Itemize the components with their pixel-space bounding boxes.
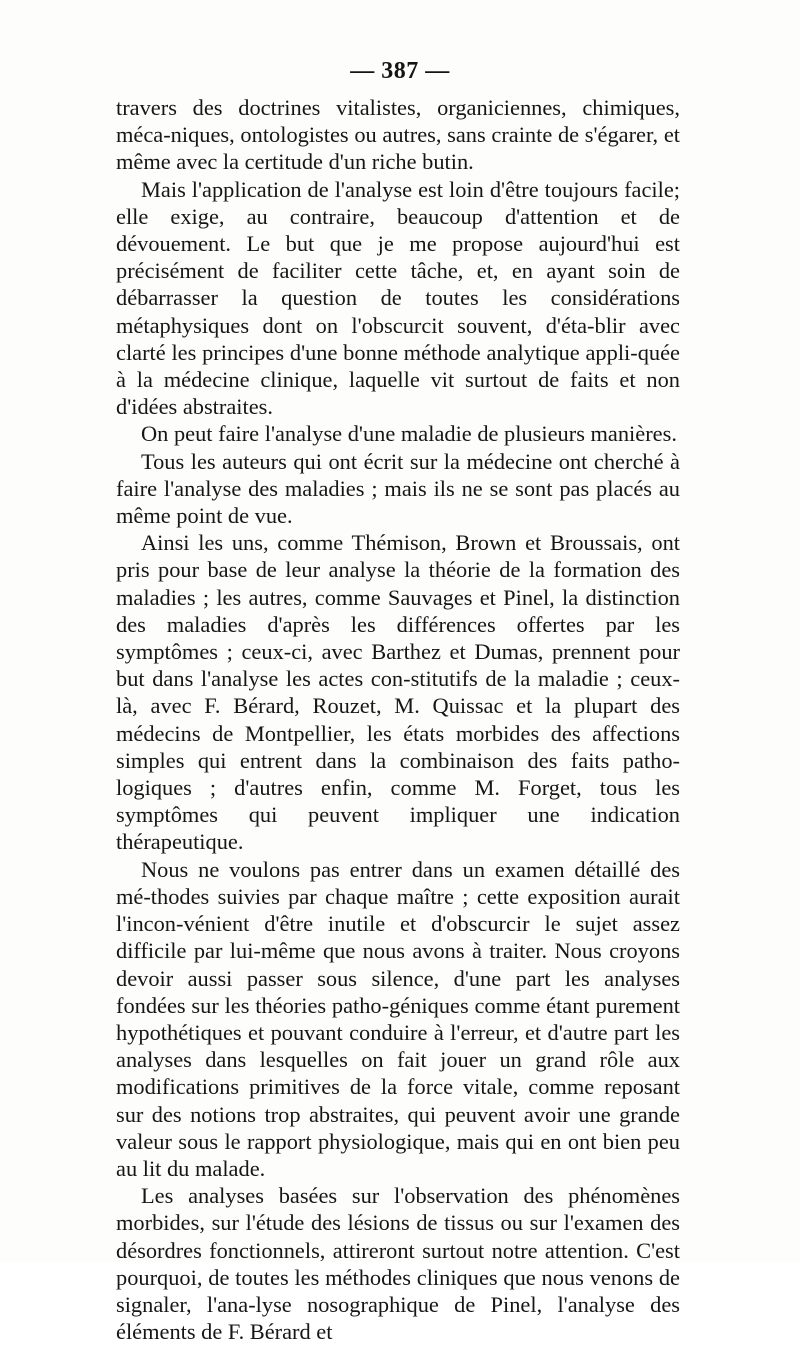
page-number: — 387 —: [350, 58, 450, 84]
paragraph-2: Mais l'application de l'analyse est loin d'être toujours facile; elle exige, au contraire, beaucoup d'attention et de dévouement. Le but que je me propose aujourd'hui est précisément de faciliter cette tâche, et, en ayant soin de débarrasser la question de toutes les considérations métaphysiques dont on l'obscurcit souvent, d'éta-blir avec clarté les principes d'une bonne méthode analytique appli-quée à la médecine clinique, laquelle vit surtout de faits et non d'idées abstraites.: [116, 176, 680, 420]
paragraph-3: On peut faire l'analyse d'une maladie de plusieurs manières.: [141, 421, 677, 447]
paragraph-7: Les analyses basées sur l'observation des phénomènes morbides, sur l'étude des lésions de tissus ou sur l'examen des désordres fonctionnels, attireront surtout notre attention. C'est pourquoi, de toutes les méthodes cliniques que nous venons de signaler, l'ana-lyse nosographique de Pinel, l'analyse des éléments de F. Bérard et: [116, 1183, 680, 1345]
body-text: [116, 94, 680, 1345]
paragraph-4: Tous les auteurs qui ont écrit sur la médecine ont cherché à faire l'analyse des maladies ; mais ils ne se sont pas placés au même point de vue.: [116, 448, 680, 529]
paragraph-5: Ainsi les uns, comme Thémison, Brown et Broussais, ont pris pour base de leur analyse la théorie de la formation des maladies ; les autres, comme Sauvages et Pinel, la distinction des maladies d'après les différences offertes par les symptômes ; ceux-ci, avec Barthez et Dumas, prennent pour but dans l'analyse les actes con-stitutifs de la maladie ; ceux-là, avec F. Bérard, Rouzet, M. Quissac et la plupart des médecins de Montpellier, les états morbides des affections simples qui entrent dans la combinaison des faits patho-logiques ; d'autres enfin, comme M. Forget, tous les symptômes qui peuvent impliquer une indication thérapeutique.: [116, 530, 680, 855]
paragraph-1: travers des doctrines vitalistes, organiciennes, chimiques, méca-niques, ontologistes ou autres, sans crainte de s'égarer, et même avec la certitude d'un riche butin.: [116, 95, 680, 175]
paragraph-6: Nous ne voulons pas entrer dans un examen détaillé des mé-thodes suivies par chaque maître ; cette exposition aurait l'incon-vénient d'être inutile et d'obscurcir le sujet assez difficile par lui-même que nous avons à traiter. Nous croyons devoir aussi passer sous silence, d'une part les analyses fondées sur les théories patho-géniques comme étant purement hypothétiques et pouvant conduire à l'erreur, et d'autre part les analyses dans lesquelles on fait jouer un grand rôle aux modifications primitives de la force vitale, comme reposant sur des notions trop abstraites, qui peuvent avoir une grande valeur sous le rapport physiologique, mais qui en ont bien peu au lit du malade.: [116, 856, 680, 1181]
